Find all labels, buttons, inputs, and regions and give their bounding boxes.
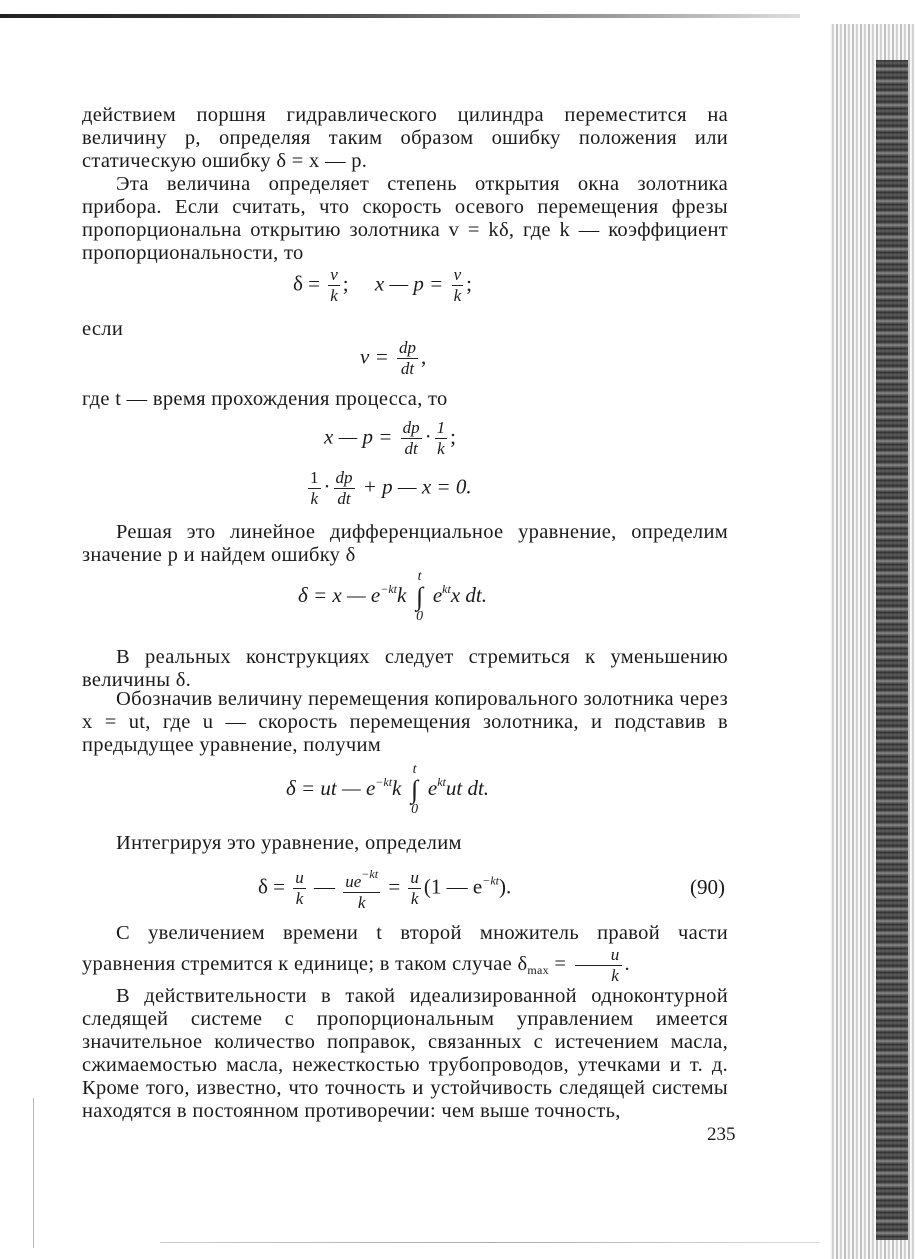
equation-number: (90) xyxy=(690,875,725,899)
scan-top-edge xyxy=(0,14,800,18)
equation-4: $\frac{1}{k}$ · $\frac{dp}{dt}$ + p — x = 0. xyxy=(310,468,472,508)
equation-2: v = $\frac{dp}{dt}$ , xyxy=(360,338,427,378)
equation-6: δ = ut — $e^{-kt}k$ t ∫ 0 $e^{kt}ut$ dt. xyxy=(286,762,490,817)
paragraph-3: если xyxy=(82,318,124,340)
paragraph-9: С увеличением времени t второй множитель правой части уравнения стремится к единице; в таком случае $\delta_{max}$ = $\frac{u}{k}$ . xyxy=(82,922,728,985)
paragraph-5: Решая это линейное дифференциальное уравнение, определим значение p и найдем ошибку δ xyxy=(82,521,728,566)
scan-bottom-edge xyxy=(160,1242,820,1243)
fraction-u-over-k: $\frac{u}{k}$ xyxy=(575,945,622,986)
scan-margin-line xyxy=(33,1098,34,1248)
paragraph-8: Интегрируя это уравнение, определим xyxy=(116,832,462,854)
equation-7: δ = $\frac{u}{k}$ — $\frac{ue^{-kt}}{k}$ = $\frac{u}{k}$ (1 — $e^{-kt}$). xyxy=(258,864,511,913)
paragraph-7: Обозначив величину перемещения копировального золотника через x = ut, где u — скорость перемещения золотника, и подставив в предыдущее уравнение, получим xyxy=(82,688,728,756)
paragraph-2: Эта величина определяет степень открытия окна золотника прибора. Если считать, что скорость осевого перемещения фрезы пропорциональна открытию золотника v = kδ, где k — коэффициент пропорциональности, то xyxy=(82,173,728,264)
scan-binding-shadow xyxy=(876,60,908,1240)
equation-5: δ = x — $e^{-kt}k$ t ∫ 0 $e^{kt}x$ dt. xyxy=(298,569,487,624)
paragraph-10: В действительности в такой идеализированной одноконтурной следящей системе с пропорциональным управлением имеется значительное количество поправок, связанных с истечением масла, сжимаемостью масла, нежесткостью трубопроводов, утечками и т. д. Кроме того, известно, что точность и устойчивость следящей системы находятся в постоянном противоречии: чем выше точность, xyxy=(82,985,728,1122)
equation-3: x — p = $\frac{dp}{dt}$ · $\frac{1}{k}$ ; xyxy=(324,418,457,458)
paragraph-6: В реальных конструкциях следует стремиться к уменьшению величины δ. xyxy=(82,646,728,691)
equation-1: δ = $\frac{v}{k}$ ; x — p = $\frac{v}{k}$ ; xyxy=(293,265,472,305)
paragraph-1: действием поршня гидравлического цилиндра переместится на величину p, определяя таким образом ошибку положения или статическую ошибку δ = x — p. xyxy=(82,104,728,172)
page-number: 235 xyxy=(707,1124,736,1145)
paragraph-4: где t — время прохождения процесса, то xyxy=(82,388,448,410)
